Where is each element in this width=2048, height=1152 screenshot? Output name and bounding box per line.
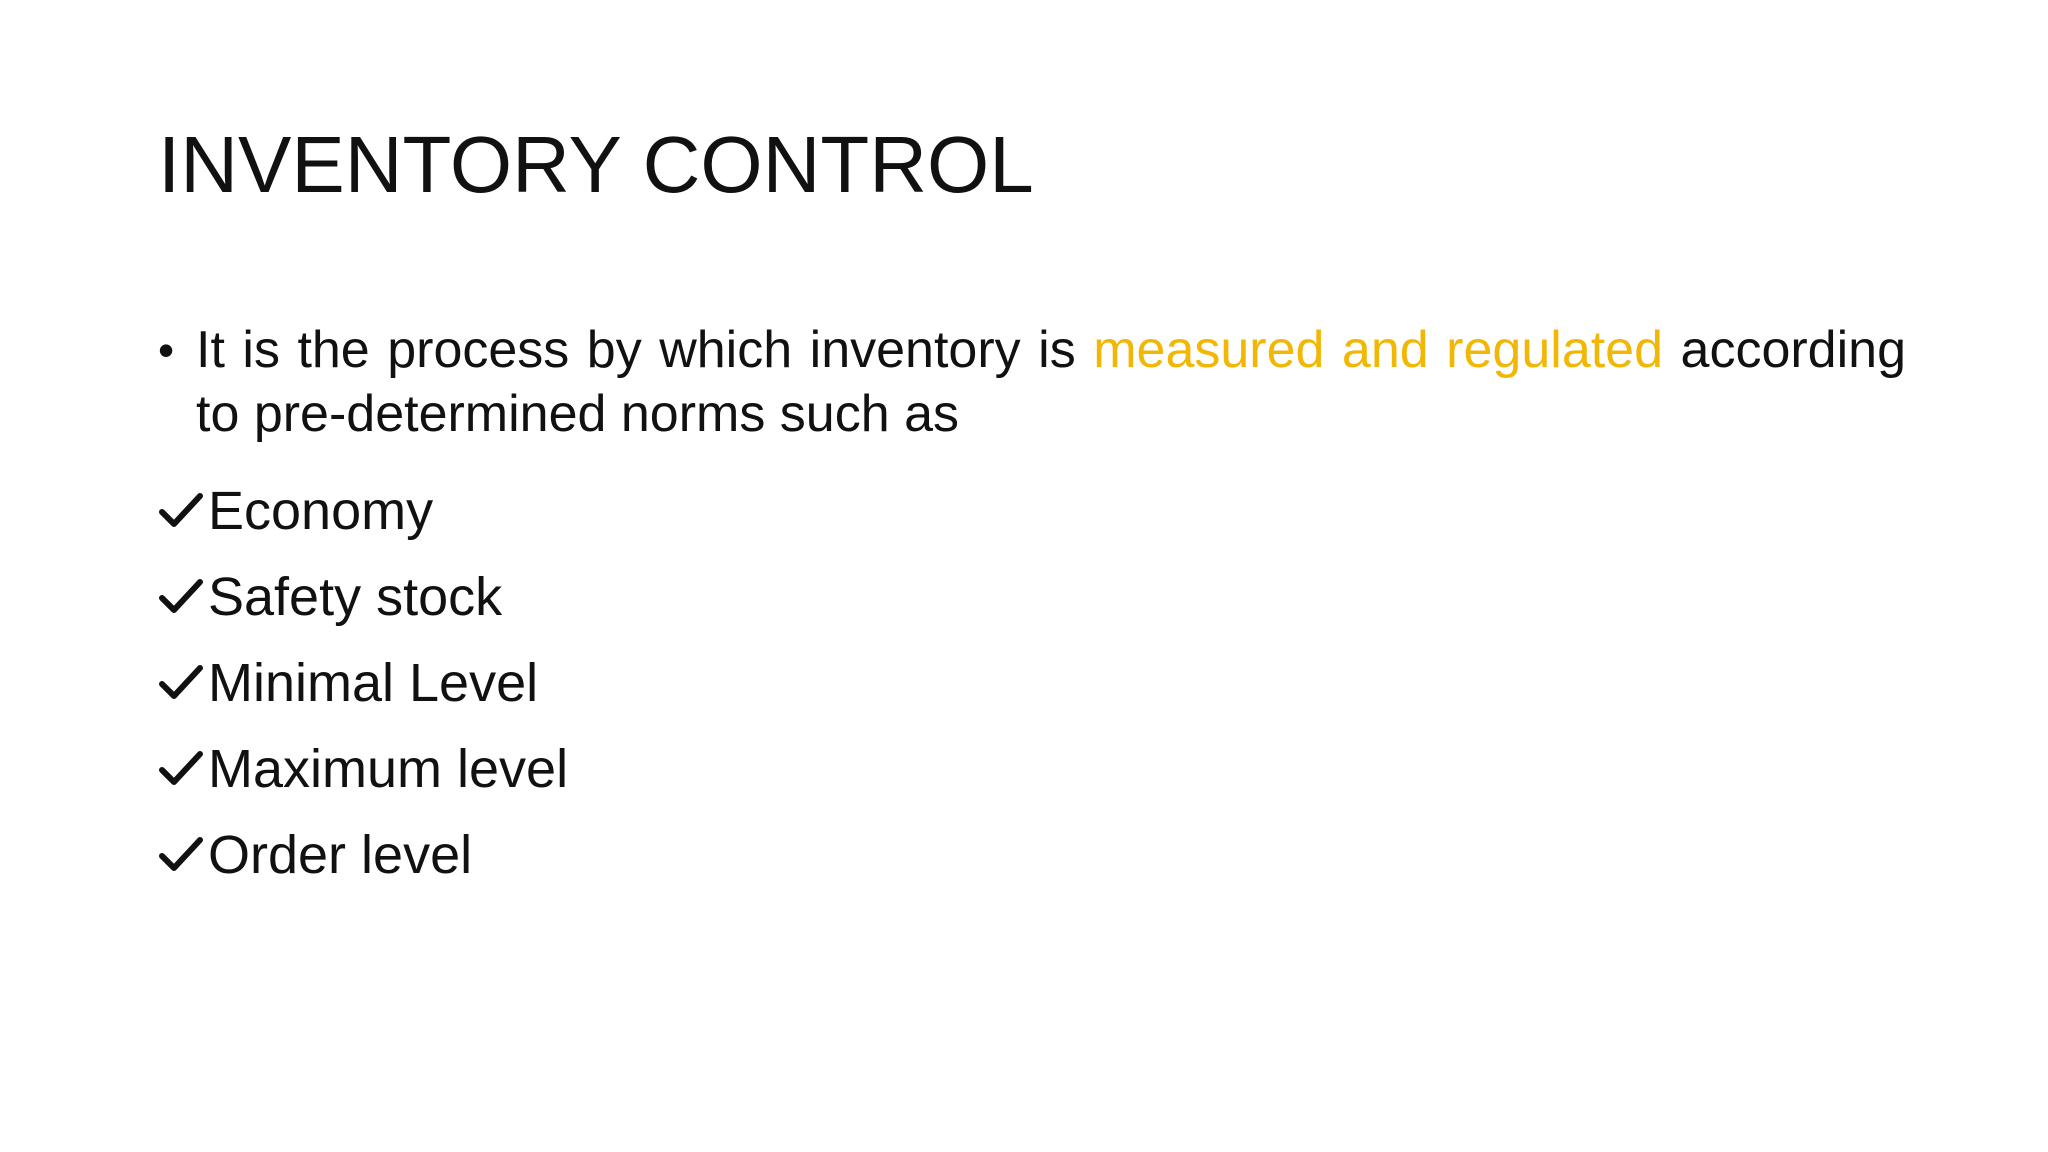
checklist: [158, 468, 1906, 898]
checkmark-icon: [158, 749, 204, 789]
bullet-text-before: It is the process by which inventory is: [196, 321, 1094, 379]
bullet-dot-icon: •: [158, 324, 175, 376]
checklist-item-economy: [158, 468, 1906, 554]
slide-title: INVENTORY CONTROL: [158, 120, 1034, 209]
bullet-paragraph: [158, 318, 1906, 446]
checklist-item-minimal-level: [158, 640, 1906, 726]
checkmark-icon: [158, 835, 204, 875]
slide-body: [158, 318, 1906, 898]
checkmark-icon: [158, 577, 204, 617]
checklist-item-maximum-level: [158, 726, 1906, 812]
checklist-item-label: Order level: [208, 825, 473, 885]
checklist-item-label: Maximum level: [208, 739, 569, 799]
checkmark-icon: [158, 491, 204, 531]
checklist-item-order-level: [158, 812, 1906, 898]
bullet-highlight-text: measured and regulated: [1093, 321, 1664, 379]
checklist-item-label: Economy: [208, 481, 434, 541]
checkmark-icon: [158, 663, 204, 703]
checklist-item-label: Minimal Level: [208, 653, 539, 713]
checklist-item-label: Safety stock: [208, 567, 503, 627]
checklist-item-safety-stock: [158, 554, 1906, 640]
bullet-text-after: according to pre-determined norms such as: [196, 321, 1906, 443]
